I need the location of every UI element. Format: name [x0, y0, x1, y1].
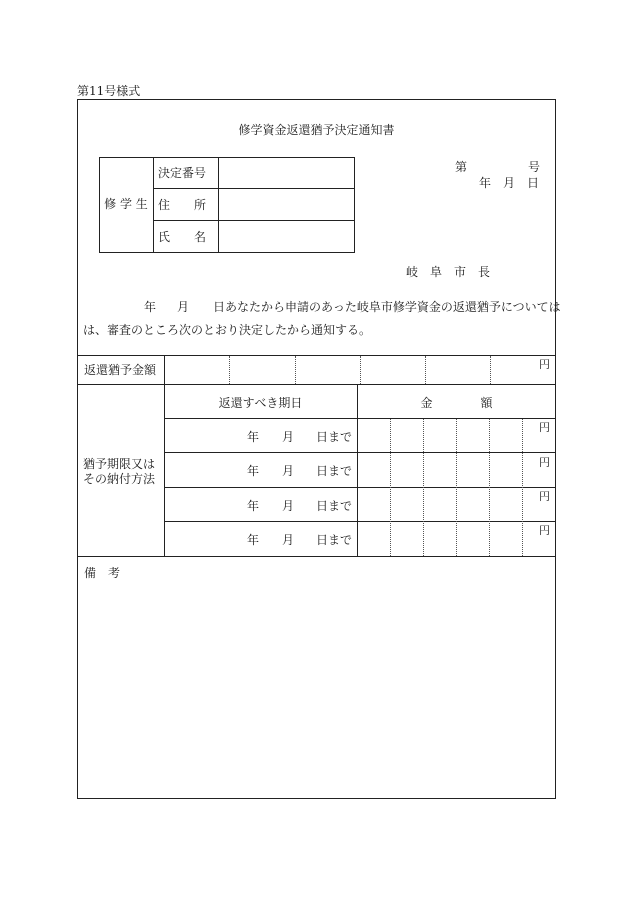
- notice-date: 年 月 日: [479, 176, 540, 190]
- yen-unit: 円: [539, 358, 550, 371]
- issuer: 岐 阜 市 長: [406, 265, 491, 279]
- period-label-line2: その納付方法: [83, 472, 156, 486]
- notice-number-suffix: 号: [528, 160, 541, 174]
- name-label: 氏 名: [158, 230, 207, 244]
- row-year: 年: [247, 430, 260, 444]
- period-label-line1: 猶予期限又は: [83, 457, 156, 471]
- yen-unit: 円: [539, 490, 550, 503]
- address-label: 住 所: [158, 198, 207, 212]
- body-month: 月: [177, 300, 190, 314]
- form-number: 第11号様式: [77, 84, 141, 98]
- row-until: 日まで: [316, 533, 353, 547]
- name-field[interactable]: [219, 221, 354, 252]
- row-until: 日まで: [316, 430, 353, 444]
- body-line1: 日あなたから申請のあった岐阜市修学資金の返還猶予については: [213, 300, 561, 314]
- row-month: 月: [282, 499, 295, 513]
- due-date-header: 返還すべき期日: [218, 396, 303, 410]
- student-label: 修 学 生: [104, 197, 148, 211]
- decision-number-field[interactable]: [219, 158, 354, 188]
- deferred-amount-field[interactable]: [165, 356, 555, 384]
- deferred-amount-label: 返還猶予金額: [84, 363, 157, 377]
- row-month: 月: [282, 533, 295, 547]
- amount-header: 金 額: [420, 396, 493, 410]
- form-title: 修学資金返還猶予決定通知書: [238, 123, 395, 137]
- remarks-field[interactable]: [78, 585, 555, 798]
- row-until: 日まで: [316, 464, 353, 478]
- notice-number-prefix: 第: [455, 160, 468, 174]
- body-year: 年: [144, 300, 157, 314]
- row-month: 月: [282, 430, 295, 444]
- row-year: 年: [247, 499, 260, 513]
- yen-unit: 円: [539, 421, 550, 434]
- row-year: 年: [247, 533, 260, 547]
- yen-unit: 円: [539, 456, 550, 469]
- body-line2: は、審査のところ次のとおり決定したから通知する。: [83, 323, 372, 337]
- row-year: 年: [247, 464, 260, 478]
- address-field[interactable]: [219, 189, 354, 220]
- row-until: 日まで: [316, 499, 353, 513]
- yen-unit: 円: [539, 524, 550, 537]
- row-month: 月: [282, 464, 295, 478]
- decision-number-label: 決定番号: [158, 166, 207, 180]
- remarks-label: 備 考: [84, 566, 121, 580]
